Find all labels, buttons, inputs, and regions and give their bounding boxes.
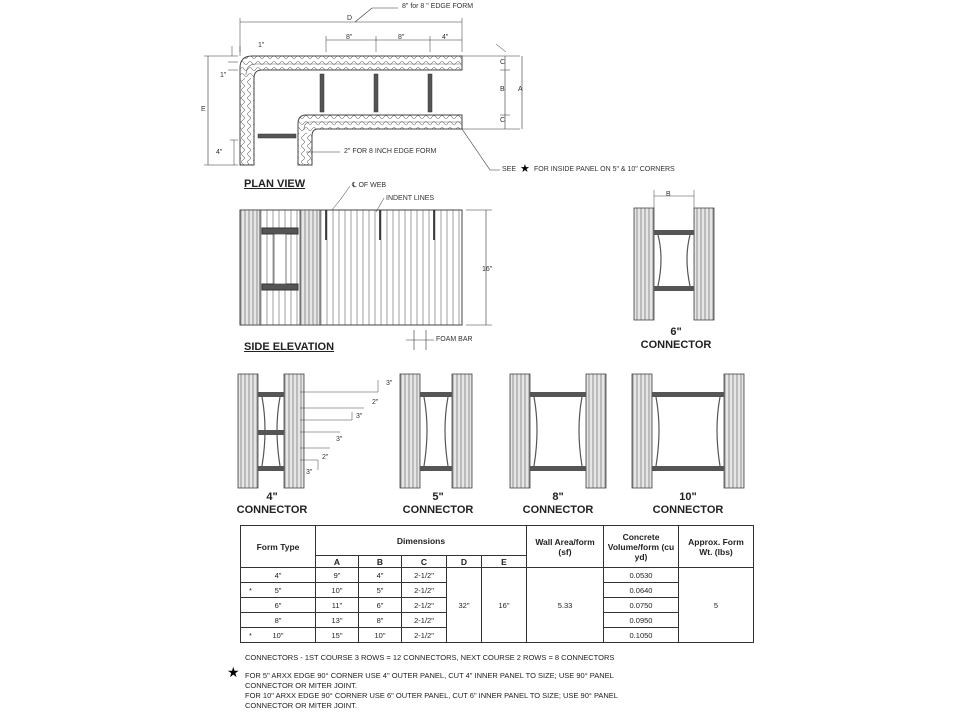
connector-6-drawing [634, 190, 714, 320]
row-volume: 0.0750 [604, 598, 679, 613]
connector-bar [258, 430, 284, 435]
web-right [717, 397, 720, 466]
row-type: 6" [274, 600, 282, 610]
connector-bar [652, 392, 724, 397]
c4-dim-6: 3" [306, 469, 313, 476]
row-volume: 0.0530 [604, 568, 679, 583]
dim-c2-label: C [500, 117, 506, 124]
connector-4-name: CONNECTOR [236, 504, 308, 516]
note-line-2: CONNECTOR OR MITER JOINT. [245, 681, 357, 690]
dim-1b-label: 1" [220, 72, 227, 79]
plan-view-drawing [204, 8, 522, 170]
connector-4-drawing [238, 374, 304, 488]
connector-6-size: 6" [670, 326, 682, 338]
row-type: 10" [272, 630, 284, 640]
web-right [687, 235, 690, 286]
side-elevation-title: SIDE ELEVATION [244, 341, 335, 353]
connector-bar [258, 392, 284, 397]
web-left [656, 397, 659, 466]
connector-bar [530, 466, 586, 471]
web-right [579, 397, 582, 466]
left-panel [634, 208, 654, 320]
subheader-b: B [359, 556, 402, 568]
connector-10-name: CONNECTOR [652, 504, 724, 516]
connector-8-size: 8" [552, 491, 564, 503]
dim-b-label: B [500, 86, 505, 93]
row-c: 2-1/2" [402, 628, 447, 643]
notes-block [227, 653, 618, 711]
note-line-4: CONNECTOR OR MITER JOINT. [245, 701, 357, 710]
d-value: 32" [447, 568, 482, 643]
note-line-1: FOR 5" ARXX EDGE 90° CORNER USE 4" OUTER PANEL, CUT 4" INNER PANEL TO SIZE; USE 90° PANEL [245, 671, 614, 680]
connector-bar [420, 392, 452, 397]
header-concrete: Concrete Volume/form (cu yd) [604, 526, 679, 568]
row-star: * [249, 630, 252, 640]
subheader-d: D [447, 556, 482, 568]
row-a: 10" [316, 583, 359, 598]
see-note-prefix: SEE [502, 166, 517, 173]
row-volume: 0.0640 [604, 583, 679, 598]
connector-10-size: 10" [679, 491, 697, 503]
dim-c1-label: C [500, 59, 506, 66]
see-note-label: FOR INSIDE PANEL ON 5" & 10" CORNERS [534, 166, 675, 173]
table-row [241, 568, 754, 583]
height-16-label: 16" [482, 266, 493, 273]
web-label: ℄ OF WEB [352, 182, 387, 189]
connector-5-name: CONNECTOR [402, 504, 474, 516]
connector-bar [420, 466, 452, 471]
left-panel [238, 374, 258, 488]
row-c: 2-1/2" [402, 568, 447, 583]
header-form-type: Form Type [241, 526, 316, 568]
row-a: 13" [316, 613, 359, 628]
subheader-e: E [482, 556, 527, 568]
note-line-3: FOR 10" ARXX EDGE 90° CORNER USE 6" OUTER PANEL, CUT 6" INNER PANEL TO SIZE; USE 90° PANEL [245, 691, 618, 700]
row-volume: 0.0950 [604, 613, 679, 628]
weight-value: 5 [679, 568, 754, 643]
row-c: 2-1/2" [402, 613, 447, 628]
connector-bar [258, 466, 284, 471]
row-a: 15" [316, 628, 359, 643]
row-c: 2-1/2" [402, 583, 447, 598]
connector-5-drawing [400, 374, 472, 488]
row-type: 5" [274, 585, 282, 595]
dim-d-label: D [347, 15, 353, 22]
web-left [658, 235, 661, 286]
right-panel [284, 374, 304, 488]
connector-6-name: CONNECTOR [640, 339, 712, 351]
row-type: 4" [274, 570, 282, 580]
dim-4-label: 4" [442, 34, 449, 41]
connector-bar [654, 230, 694, 235]
edge-form-bottom-label: 2" FOR 8 INCH EDGE FORM [344, 148, 437, 155]
row-a: 9" [316, 568, 359, 583]
web-right [445, 397, 448, 466]
left-panel [400, 374, 420, 488]
indent-lines-label: INDENT LINES [386, 195, 435, 202]
connector-4-size: 4" [266, 491, 278, 503]
header-wall-area: Wall Area/form (sf) [527, 526, 604, 568]
row-c: 2-1/2" [402, 598, 447, 613]
subheader-a: A [316, 556, 359, 568]
connector-8-name: CONNECTOR [522, 504, 594, 516]
dim-a-label: A [518, 86, 523, 93]
connector-10-drawing [632, 374, 744, 488]
e-value: 16" [482, 568, 527, 643]
edge-form-top-label: 8" for 8 " EDGE FORM [402, 3, 474, 10]
header-dimensions: Dimensions [316, 526, 527, 556]
row-volume: 0.1050 [604, 628, 679, 643]
area-value: 5.33 [527, 568, 604, 643]
c4-dim-3: 3" [356, 413, 363, 420]
foam-bar-label: FOAM BAR [436, 336, 473, 343]
plan-view-title: PLAN VIEW [244, 178, 306, 190]
dim-8b-label: 8" [398, 34, 405, 41]
note-star-icon: ★ [227, 665, 240, 681]
subheader-c: C [402, 556, 447, 568]
row-b: 8" [359, 613, 402, 628]
right-panel [586, 374, 606, 488]
see-note-star-icon: ★ [520, 162, 530, 175]
row-a: 11" [316, 598, 359, 613]
row-b: 6" [359, 598, 402, 613]
right-panel [452, 374, 472, 488]
left-panel [632, 374, 652, 488]
c4-dim-5: 2" [322, 454, 329, 461]
row-star: * [249, 585, 252, 595]
form-spec-table [240, 525, 754, 643]
dim-4b-label: 4" [216, 149, 223, 156]
header-weight: Approx. Form Wt. (lbs) [679, 526, 754, 568]
connector-bar [654, 286, 694, 291]
web-left [424, 397, 427, 466]
right-panel [724, 374, 744, 488]
connector-6-b-label: B [666, 191, 671, 198]
row-b: 10" [359, 628, 402, 643]
web-left [534, 397, 537, 466]
side-elevation-drawing [240, 186, 492, 350]
dim-8-label: 8" [346, 34, 353, 41]
connector-8-drawing [510, 374, 606, 488]
c4-dim-4: 3" [336, 436, 343, 443]
c4-dim-1: 3" [386, 380, 393, 387]
dim-1a-label: 1" [258, 42, 265, 49]
connector-5-size: 5" [432, 491, 444, 503]
connectors-note: CONNECTORS - 1ST COURSE 3 ROWS = 12 CONNECTORS, NEXT COURSE 2 ROWS = 8 CONNECTORS [245, 653, 615, 662]
right-panel [694, 208, 714, 320]
row-b: 4" [359, 568, 402, 583]
connector-bar [652, 466, 724, 471]
c4-dim-2: 2" [372, 399, 379, 406]
row-b: 5" [359, 583, 402, 598]
row-type: 8" [274, 615, 282, 625]
dim-e-label: E [201, 106, 206, 113]
connector-bar [530, 392, 586, 397]
left-panel [510, 374, 530, 488]
connector-4-step-dims [300, 380, 378, 470]
